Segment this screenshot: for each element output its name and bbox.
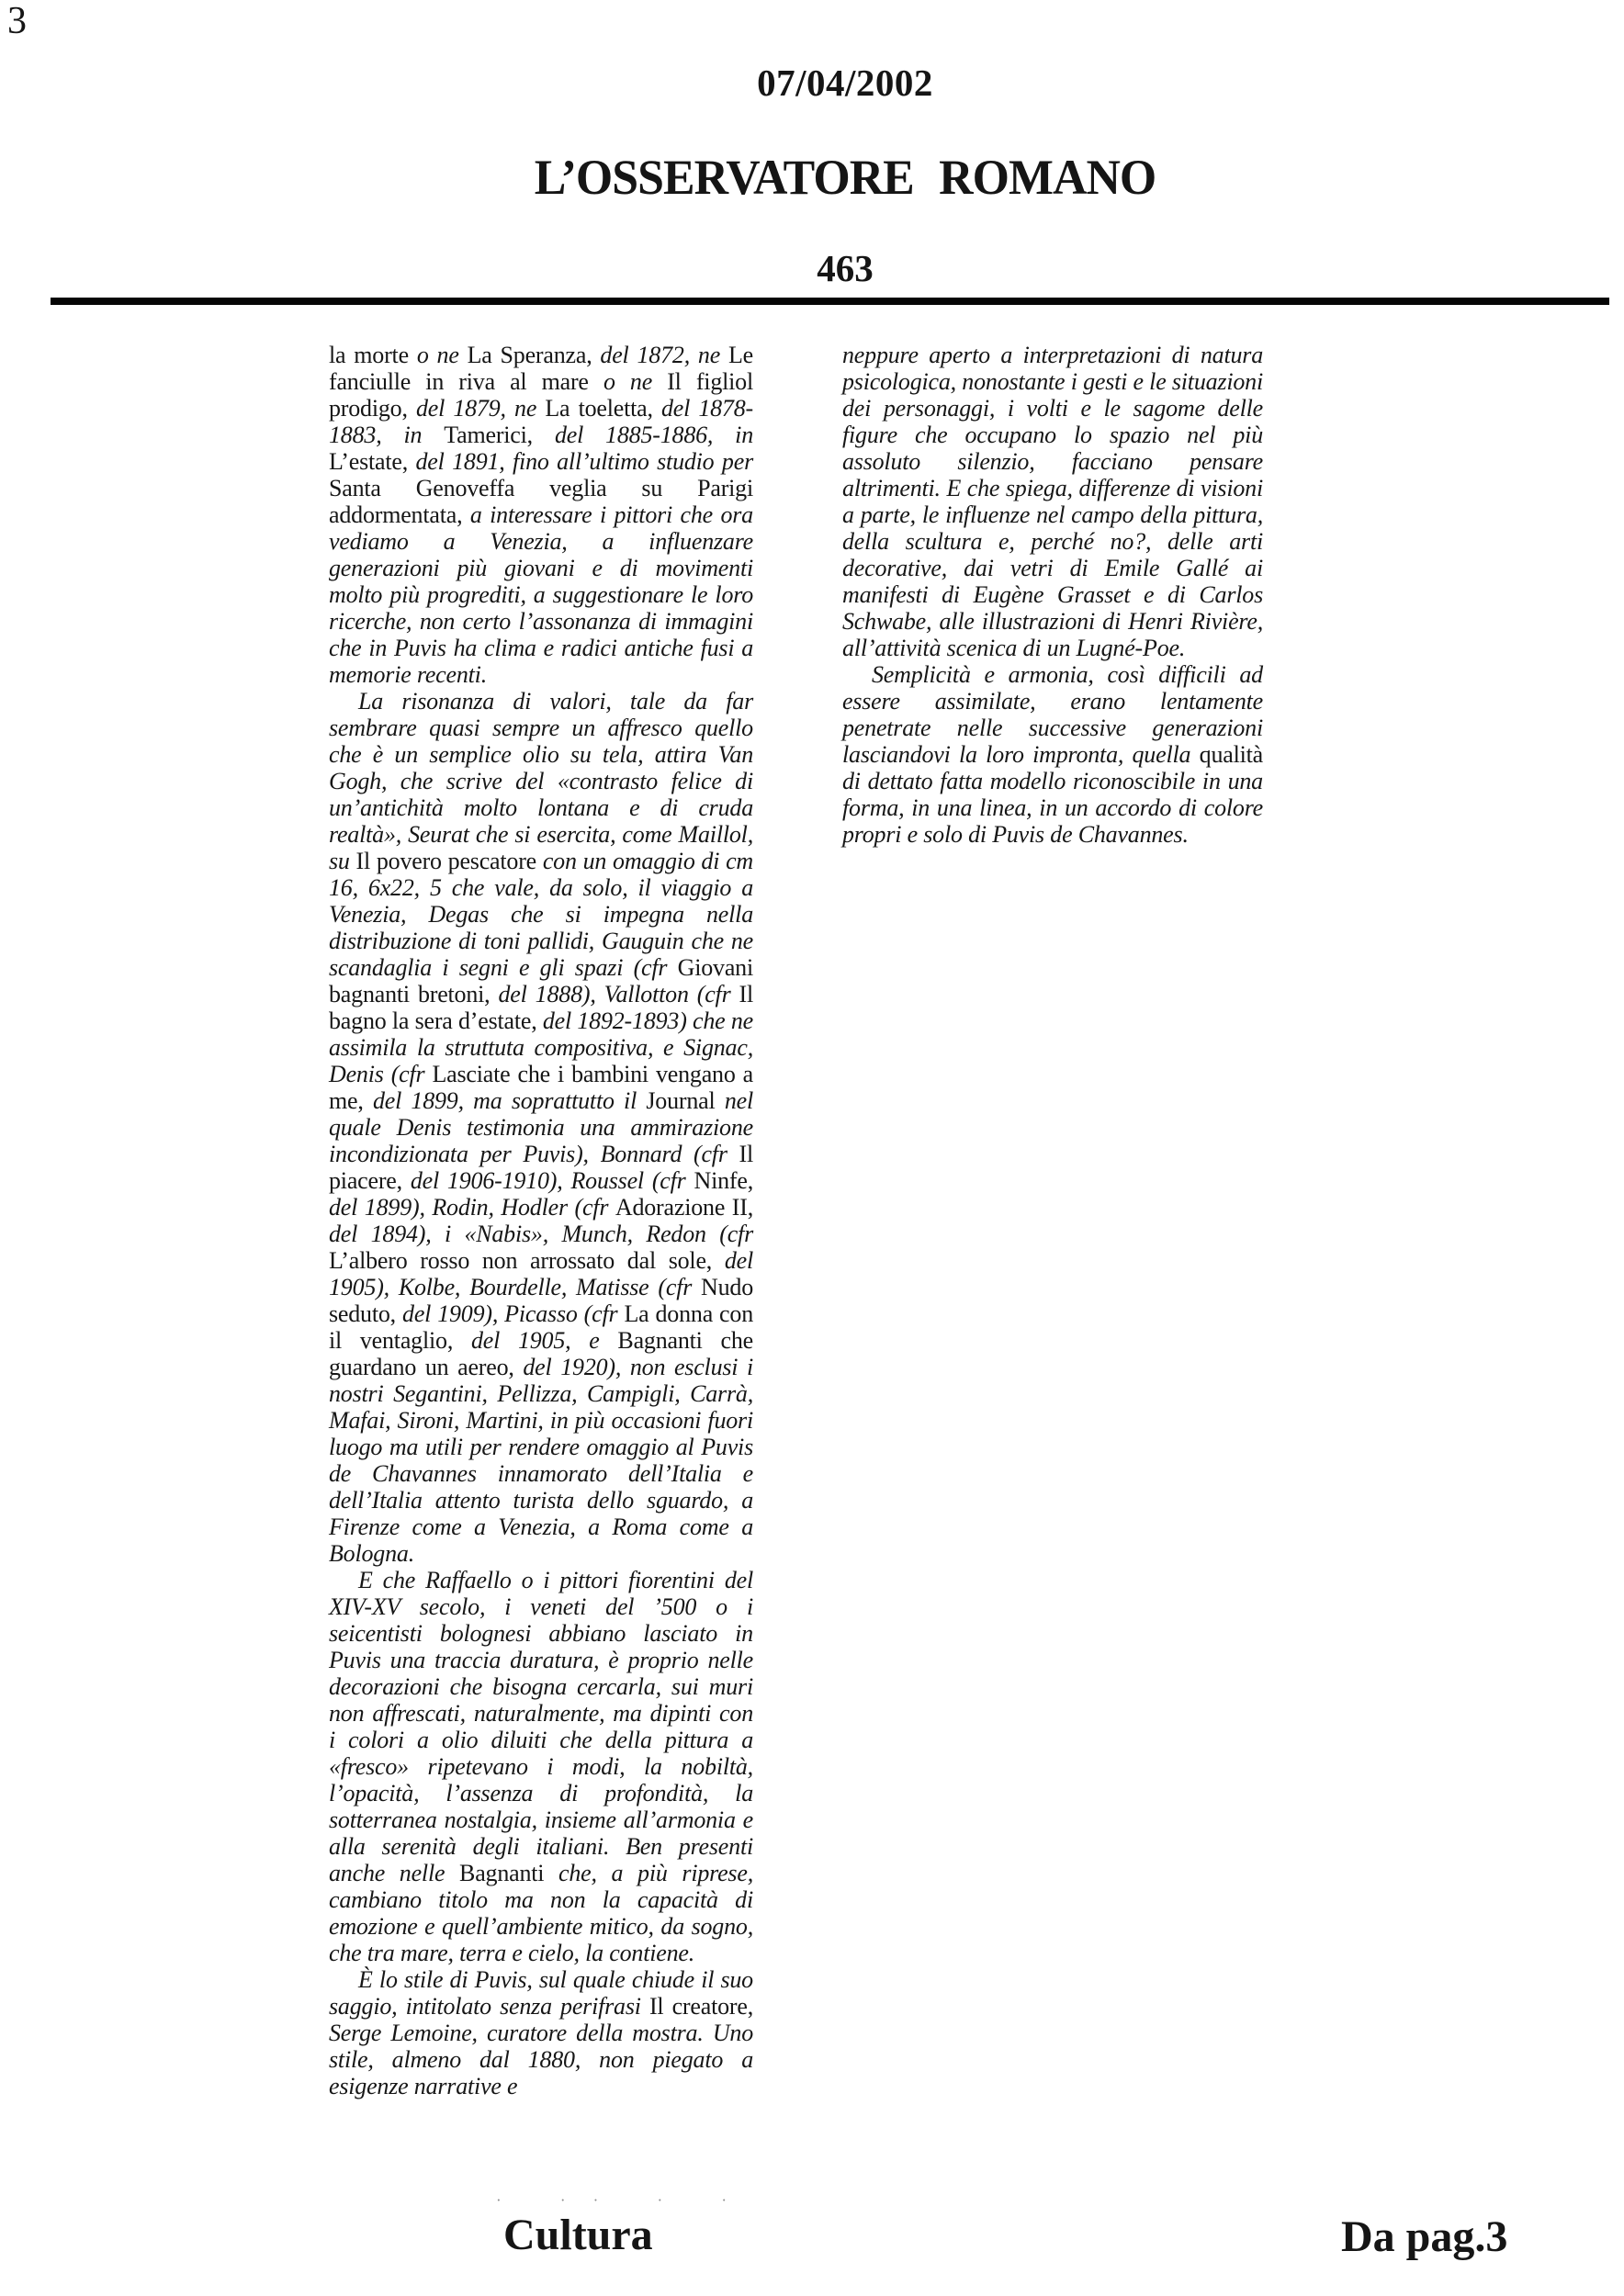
text-segment-italic: neppure aperto a interpretazioni di natura psicologica, nonostante i gesti e le situazioni dei personaggi, i volti e le sagome delle figure che occupano lo spazio nel più assoluto silenzio, facciano pensare altrimenti. E che spiega, differenze di visioni a parte, le influenze nel campo della pittura, della scultura e, perché no?, delle arti decorative, dai vetri di Emile Gallé ai manifesti di Eugène Grasset e di Carlos Schwabe, alle illustrazioni di Henri Rivière, all’attività scenica di un Lugné-Poe. [842,342,1263,661]
text-segment-italic: del 1894), i «Nabis», Munch, Redon (cfr [329,1221,753,1247]
article-paragraph [329,1966,753,2099]
page-header [33,0,1624,290]
text-segment-italic: di dettato fatta modello riconoscibile in una forma, in una linea, in un accordo di colore propri e solo di Puvis de Chavannes. [842,768,1263,848]
text-segment-italic: del 1899, ma soprattutto il [372,1087,647,1114]
text-segment-italic: del 1878-1883, in [329,395,753,448]
text-segment-roman: L’albero rosso non arrossato dal sole, [329,1247,725,1274]
cutoff-text-remnant: · ·· · · [496,2191,755,2209]
text-segment-roman: Le fanciulle in riva al mare [329,342,753,395]
text-segment-roman: Tamerici, [444,422,555,448]
article-column-right [842,342,1263,848]
text-segment-roman: La toeletta, [545,395,661,422]
text-segment-italic: del 1888), Vallotton (cfr [498,981,739,1007]
text-segment-italic: del 1920), non esclusi i nostri Segantini, Pellizza, Campigli, Carrà, Mafai, Sironi, Martini, in più occasioni fuori luogo ma utili per rendere omaggio al Puvis de Chavannes innamorato dell’Italia e dell’Italia attento turista dello sguardo, a Firenze come a Venezia, a Roma come a Bologna. [329,1354,754,1567]
text-segment-roman: Bagnanti [459,1860,559,1886]
article-paragraph [842,342,1263,661]
article-paragraph [329,688,753,1567]
text-segment-roman: Il bagno la sera d’estate, [329,981,753,1034]
text-segment-italic: del 1899), Rodin, Hodler (cfr [329,1194,615,1221]
text-segment-roman: Il figliol prodigo, [329,368,753,422]
text-segment-roman: Il povero pescatore [355,848,543,874]
text-segment-roman: Adorazione II, [615,1194,753,1221]
header-date: 07/04/2002 [757,62,933,104]
text-segment-italic: del 1905, e [470,1327,618,1354]
text-segment-italic: Serge Lemoine, curatore della mostra. Uno stile, almeno dal 1880, non piegato a esigenze narrative e [329,2020,753,2099]
text-segment-roman: Giovani bagnanti bretoni, [329,954,753,1007]
text-segment-roman: Il creatore, [648,1993,753,2020]
text-segment-italic: del 1906-1910), Roussel (cfr [410,1167,694,1194]
text-segment-italic: o ne [603,368,668,395]
header-rule-divider [51,298,1609,305]
text-segment-italic: che, a più riprese, cambiano titolo ma non la capacità di emozione e quell’ambiente mitico, da sogno, che tra mare, terra e cielo, la contiene. [329,1860,753,1966]
masthead-title: L’OSSERVATORE ROMANO [534,150,1156,205]
footer-section-label: Cultura [503,2211,653,2259]
text-segment-italic: del 1905), Kolbe, Bourdelle, Matisse (cfr [329,1247,753,1300]
text-segment-italic: del 1885-1886, in [554,422,753,448]
text-segment-roman: Bagnanti che guardano un aereo, [329,1327,753,1380]
text-segment-roman: La Speranza, [467,342,601,368]
text-segment-roman: Nudo seduto, [329,1274,753,1327]
text-segment-roman: Santa Genoveffa veglia su Parigi addormentata, [329,475,753,528]
text-segment-roman: Il piacere, [329,1141,753,1194]
text-segment-italic: con un omaggio di cm 16, 6x22, 5 che vale, da solo, il viaggio a Venezia, Degas che si impegna nella distribuzione di toni pallidi, Gauguin che ne scandaglia i segni e gli spazi (cfr [329,848,753,981]
text-segment-roman: qualità [1199,741,1263,768]
text-segment-italic: del 1872, ne [600,342,728,368]
text-segment-italic: La risonanza di valori, tale da far sembrare quasi sempre un affresco quello che è un semplice olio su tela, attira Van Gogh, che scrive del «contrasto felice di un’antichità molto lontana e di cruda realtà», Seurat che si esercita, come Maillol, su [329,688,753,874]
text-segment-italic: a interessare i pittori che ora vediamo a Venezia, a influenzare generazioni più giovani e di movimenti molto più progrediti, a suggestionare le loro ricerche, non certo l’assonanza di immagini che in Puvis ha clima e radici antiche fusi a memorie recenti. [329,501,753,688]
text-segment-roman: La donna con il ventaglio, [329,1300,753,1354]
issue-number: 463 [817,247,874,289]
text-segment-italic: del 1879, ne [415,395,546,422]
corner-page-number: 3 [7,0,27,42]
text-segment-italic: o ne [416,342,468,368]
text-segment-roman: Lasciate che i bambini vengano a me, [329,1061,754,1114]
text-segment-italic: nel quale Denis testimonia una ammirazione incondizionata per Puvis), Bonnard (cfr [329,1087,753,1167]
footer-page-reference: Da pag.3 [1341,2212,1508,2261]
text-segment-roman: la morte [329,342,417,368]
text-segment-roman: Ninfe, [694,1167,753,1194]
text-segment-roman: L’estate, [329,448,416,475]
text-segment-italic: È lo stile di Puvis, sul quale chiude il suo saggio, intitolato senza perifrasi [329,1966,753,2020]
article-paragraph [842,661,1263,848]
text-segment-roman: Journal [646,1087,725,1114]
article-paragraph [329,1567,753,1966]
text-segment-italic: del 1891, fino all’ultimo studio per [415,448,753,475]
text-segment-italic: del 1909), Picasso (cfr [402,1300,625,1327]
article-column-left [329,342,753,2099]
article-paragraph [329,342,753,688]
text-segment-italic: E che Raffaello o i pittori fiorentini del XIV-XV secolo, i veneti del ’500 o i seicentisti bolognesi abbiano lasciato in Puvis una traccia duratura, è proprio nelle decorazioni che bisogna cercarla, sui muri non affrescati, naturalmente, ma dipinti con i colori a olio diluiti che della pittura a «fresco» ripetevano i modi, la nobiltà, l’opacità, l’assenza di profondità, la sotterranea nostalgia, insieme all’armonia e alla serenità degli italiani. Ben presenti anche nelle [329,1567,753,1886]
text-segment-italic: Semplicità e armonia, così difficili ad essere assimilate, erano lentamente penetrate nelle successive generazioni lasciandovi la loro impronta, quella [842,661,1263,768]
text-segment-italic: del 1892-1893) che ne assimila la struttuta compositiva, e Signac, Denis (cfr [329,1007,753,1087]
